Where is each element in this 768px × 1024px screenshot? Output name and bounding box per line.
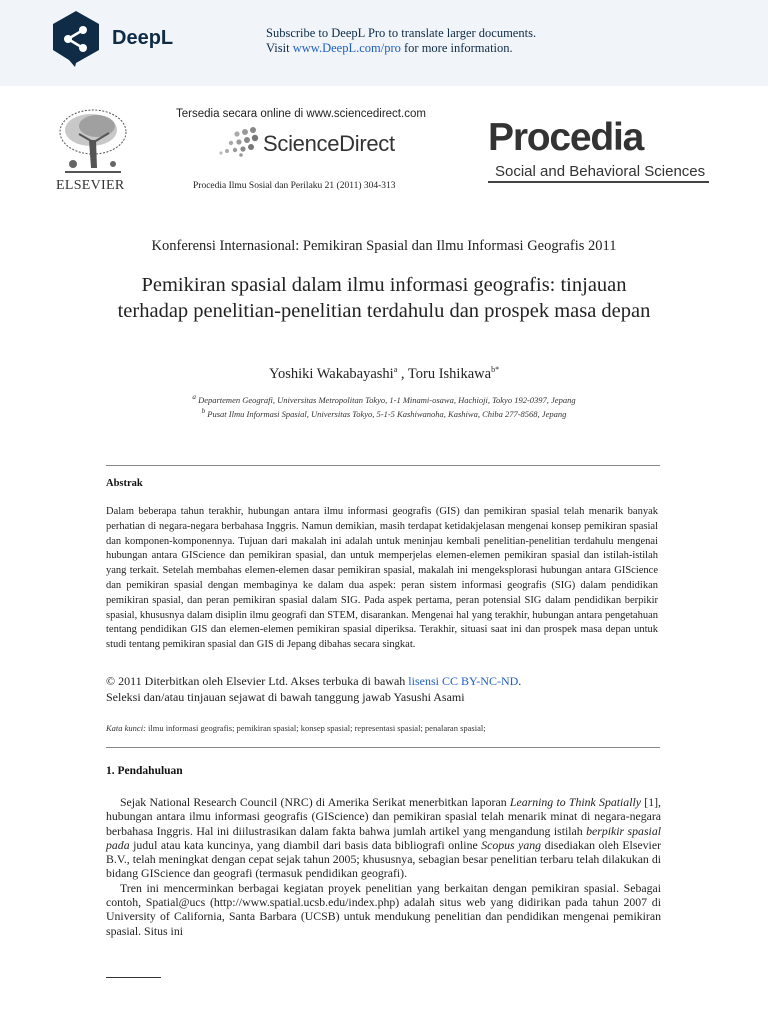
copyright-block bbox=[106, 673, 666, 705]
deepl-pro-link[interactable]: www.DeepL.com/pro bbox=[292, 41, 401, 55]
p1-text-g: disediakan oleh Elsevier B.V., telah meningkat dengan cepat sejak tahun 2005; khususnya, sebagian besar penelitian terbaru telah dilakukan di bidang GIScience dan geografi (termasuk pendidikan geografi). bbox=[106, 837, 661, 881]
author-2-affiliation: b* bbox=[491, 365, 500, 374]
peer-review-line: Seleksi dan/atau tinjauan sejawat di bawah tanggung jawab Yasushi Asami bbox=[106, 690, 465, 704]
procedia-wordmark: Procedia bbox=[488, 116, 644, 159]
divider-bottom bbox=[106, 747, 660, 748]
banner-line-2 bbox=[266, 41, 536, 56]
abstract-heading: Abstrak bbox=[106, 478, 143, 489]
affiliation-a bbox=[0, 393, 768, 405]
elsevier-tree-logo bbox=[55, 106, 131, 176]
affiliation-a-marker: a bbox=[192, 393, 196, 401]
p1-text-e: judul atau kata kuncinya, yang diambil dari basis data bibliografi online bbox=[129, 837, 482, 852]
deepl-banner bbox=[0, 0, 768, 86]
intro-paragraph-2: Tren ini mencerminkan berbagai kegiatan proyek penelitian yang berkaitan dengan pemikiran spasial. Sebagai contoh, Spatial@ucs (http://www.spatial.ucsb.edu/index.php) adalah situs web yang didirikan pada tahun 2007 di University of California, Santa Barbara (UCSB) untuk mendukung penelitian dan pendidikan mengenai pemikiran spasial. Situs ini bbox=[106, 880, 661, 938]
author-2: Toru Ishikawa bbox=[407, 365, 492, 382]
intro-body bbox=[106, 795, 661, 938]
paper-title: Pemikiran spasial dalam ilmu informasi geografis: tinjauan terhadap penelitian-penelitian terdahulu dan prospek masa depan bbox=[117, 274, 651, 322]
footnote-rule bbox=[106, 977, 161, 978]
author-line bbox=[0, 365, 768, 383]
deepl-logo-icon[interactable] bbox=[51, 10, 101, 68]
banner-more-info-text: for more information. bbox=[400, 41, 513, 55]
online-availability-note: Tersedia secara online di www.sciencedirect.com bbox=[176, 108, 426, 120]
p1-database: Scopus yang bbox=[481, 837, 542, 852]
keywords-list: ilmu informasi geografis; pemikiran spasial; konsep spasial; representasi spasial; penalaran spasial; bbox=[145, 723, 486, 733]
deepl-logo-text: DeepL bbox=[112, 27, 174, 49]
section-heading: 1. Pendahuluan bbox=[106, 765, 183, 777]
banner-message bbox=[266, 26, 536, 56]
elsevier-wordmark: ELSEVIER bbox=[56, 178, 125, 193]
author-separator: , bbox=[397, 365, 408, 382]
banner-visit-text: Visit bbox=[266, 41, 293, 55]
affiliation-a-text: Departemen Geografi, Universitas Metropolitan Tokyo, 1-1 Minami-osawa, Hachioji, Tokyo 192-0397, Jepang bbox=[195, 394, 576, 405]
affiliation-b-text: Pusat Ilmu Informasi Spasial, Universitas Tokyo, 5-1-5 Kashiwanoha, Kashiwa, Chiba 277-8568, Jepang bbox=[205, 408, 567, 419]
divider-top bbox=[106, 465, 660, 466]
p1-text-c: [1], hubungan antara ilmu informasi geografis (GIScience) dan pemikiran spasial telah menarik minat di negara-negara berbahasa Inggris. Hal ini diilustrasikan dalam fakta bahwa jumlah artikel yang mengandung istilah bbox=[106, 795, 661, 838]
p1-report-title: Learning to Think Spatially bbox=[509, 795, 641, 809]
abstract-body: Dalam beberapa tahun terakhir, hubungan antara ilmu informasi geografis (GIS) dan pemikiran spasial telah menarik banyak perhatian di negara-negara berbahasa Inggris. Namun demikian, masih terdapat ketidakjelasan mengenai konsep pemikiran spasial dan komponen-komponennya. Tujuan dari makalah ini adalah untuk meninjau kembali penelitian-penelitian terdahulu mengenai hubungan antara GIScience dan pemikiran spasial, dan untuk memperjelas elemen-elemen pemikiran spasial dan istilah-istilah yang terkait. Setelah membahas elemen-elemen dasar pemikiran spasial, makalah ini mengeksplorasi hubungan antara GIScience dan pemikiran spasial dengan membaginya ke dalam dua aspek: peran sistem informasi geografis (SIG) dalam pendidikan pemikiran spasial, dan peran pemikiran spasial dalam SIG. Pada aspek pertama, peran potensial SIG dalam pendidikan berpikir spasial, khususnya dalam disiplin ilmu geografi dan STEM, disarankan. Mengenai hal yang terakhir, hubungan antara pengetahuan tentang pendidikan GIS dan elemen-elemen pemikiran spasial diperiksa. Terakhir, situasi saat ini dan prospek masa depan untuk studi tentang pemikiran spasial dan GIS di Jepang dibahas secara singkat. bbox=[106, 506, 658, 651]
affiliation-b bbox=[0, 407, 768, 419]
copyright-line bbox=[106, 673, 666, 689]
intro-paragraph-1 bbox=[106, 795, 661, 881]
journal-citation: Procedia Ilmu Sosial dan Perilaku 21 (2011) 304-313 bbox=[193, 181, 396, 191]
license-link[interactable]: lisensi CC BY-NC-ND bbox=[408, 674, 519, 688]
procedia-subtitle: Social and Behavioral Sciences bbox=[495, 163, 706, 180]
procedia-underline bbox=[488, 181, 709, 183]
p1-text-a: Sejak National Research Council (NRC) di Amerika Serikat menerbitkan laporan bbox=[120, 795, 510, 809]
author-1: Yoshiki Wakabayashi bbox=[268, 365, 394, 382]
banner-line-1: Subscribe to DeepL Pro to translate larger documents. bbox=[266, 26, 537, 40]
keywords-line bbox=[106, 723, 486, 733]
conference-line: Konferensi Internasional: Pemikiran Spasial dan Ilmu Informasi Geografis 2011 bbox=[151, 238, 617, 254]
keywords-label: Kata kunci: bbox=[106, 723, 146, 733]
copyright-text: © 2011 Diterbitkan oleh Elsevier Ltd. Akses terbuka di bawah bbox=[106, 674, 409, 688]
p1-term: berpikir spasial pada bbox=[106, 823, 661, 852]
sciencedirect-dots-icon bbox=[213, 127, 261, 157]
sciencedirect-wordmark: ScienceDirect bbox=[263, 131, 395, 156]
copyright-end: . bbox=[518, 674, 522, 688]
author-1-affiliation: a bbox=[393, 365, 398, 374]
affiliation-b-marker: b bbox=[201, 407, 206, 415]
